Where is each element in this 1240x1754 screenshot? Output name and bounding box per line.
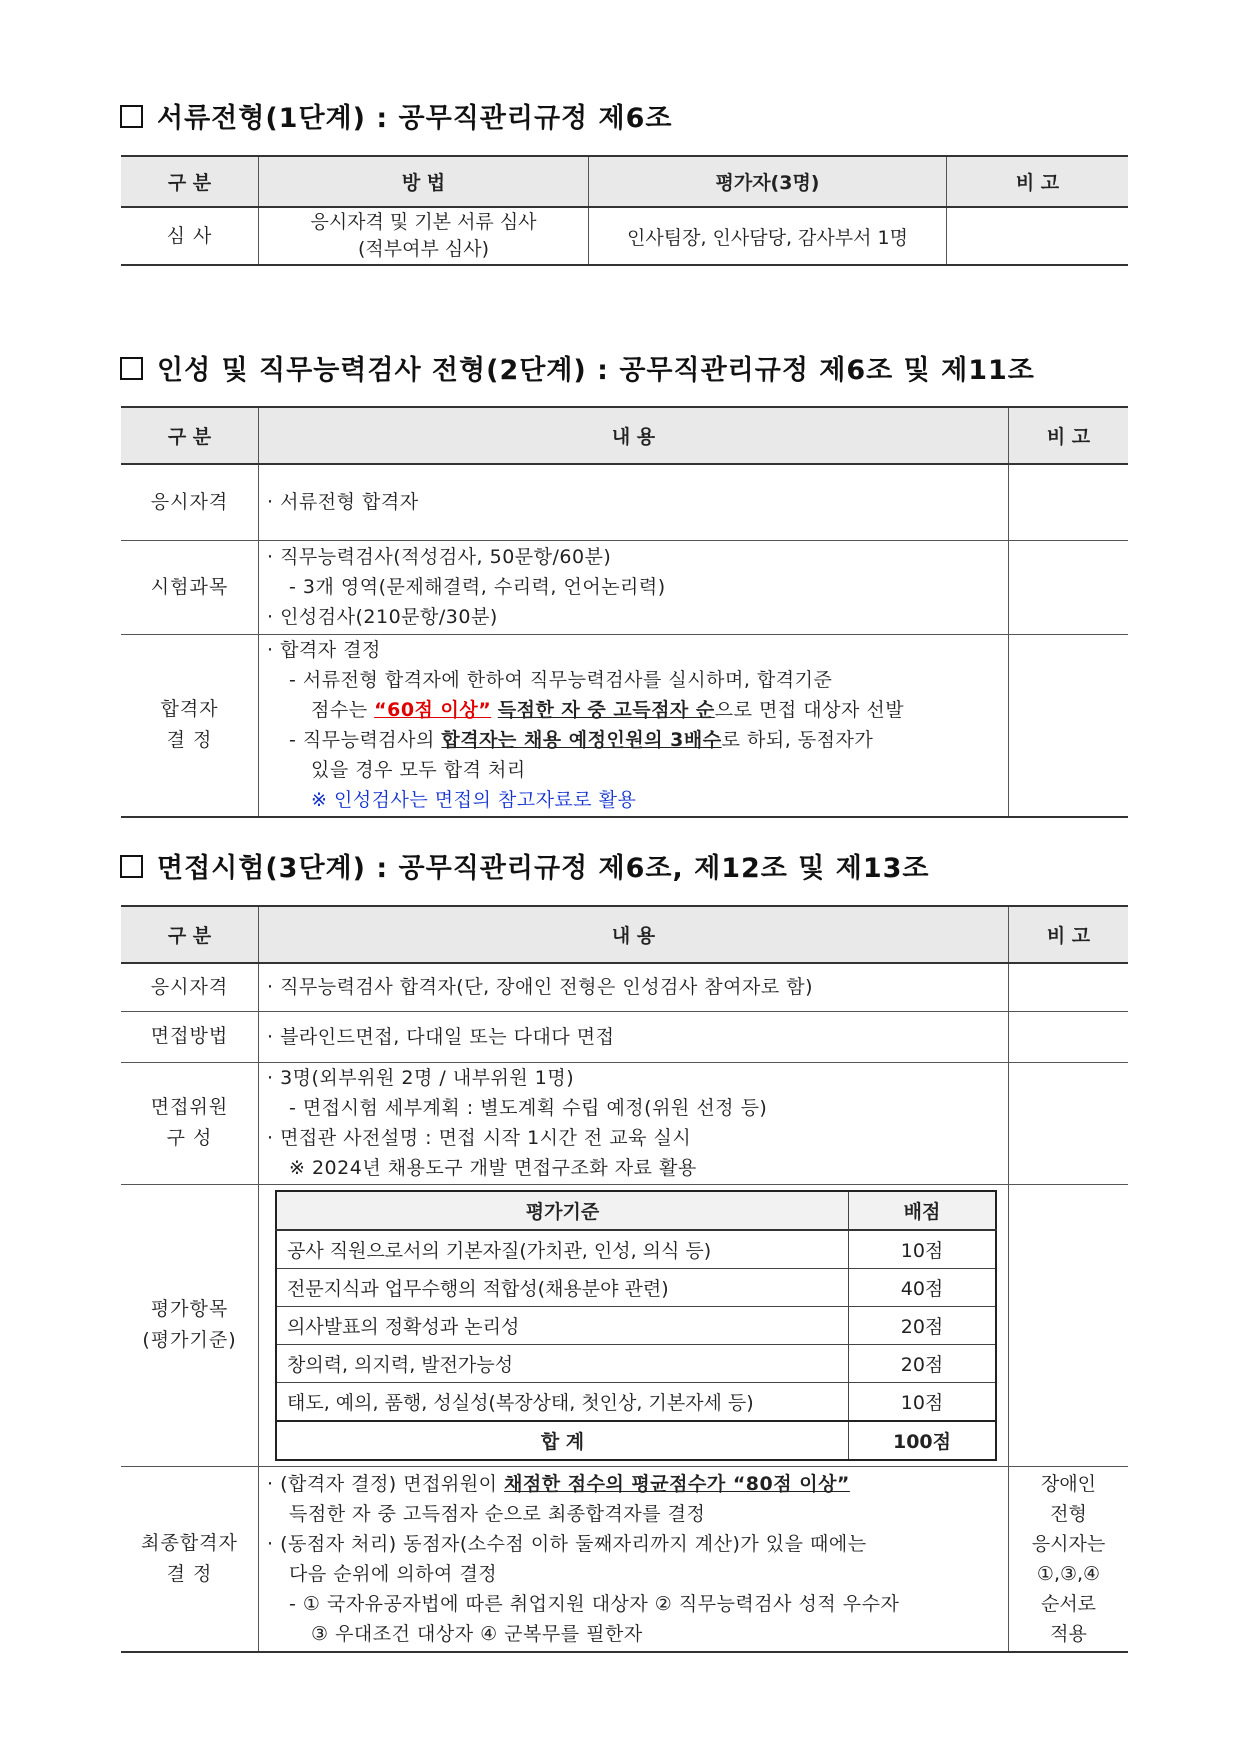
criteria-name: 전문지식과 업무수행의 적합성(채용분야 관련)	[276, 1268, 849, 1306]
decision-label: 합격자 결 정	[121, 634, 259, 817]
section1-table	[121, 155, 1128, 266]
row-label: 심 사	[121, 207, 259, 265]
criteria-name: 공사 직원으로서의 기본자질(가치관, 인성, 의식 등)	[276, 1230, 849, 1269]
final-line: 다음 순위에 의하여 결정	[289, 1562, 498, 1585]
committee-line: - 면접시험 세부계획 : 별도계획 수립 예정(위원 선정 등)	[289, 1097, 768, 1119]
rank-highlight: 득점한 자 중 고득점자 순	[497, 699, 715, 722]
criteria-points: 10점	[849, 1230, 997, 1269]
subjects-line: · 인성검사(210문항/30분)	[267, 606, 498, 628]
total-row	[276, 1421, 996, 1460]
committee-line: · 면접관 사전설명 : 면접 시작 1시간 전 교육 실시	[267, 1127, 692, 1149]
note-cell	[947, 207, 1129, 265]
eligibility-text: · 직무능력검사 합격자(단, 장애인 전형은 인성검사 참여자로 함)	[259, 963, 1009, 1011]
header-category: 구 분	[121, 407, 259, 464]
decision-cell	[259, 634, 1009, 817]
header-method: 방 법	[259, 156, 589, 207]
eligibility-label: 응시자격	[121, 963, 259, 1011]
threshold-highlight: “60점 이상”	[374, 699, 492, 722]
criteria-cell	[259, 1184, 1009, 1466]
table-row	[276, 1306, 996, 1344]
criteria-label: 평가항목 (평가기준)	[121, 1184, 259, 1466]
method-line: (적부여부 심사)	[358, 238, 489, 260]
table-row	[276, 1344, 996, 1382]
section2-table	[121, 406, 1128, 818]
checkbox-square-icon	[120, 855, 143, 878]
method-text: · 블라인드면접, 다대일 또는 다대다 면접	[259, 1011, 1009, 1062]
average-highlight: 채점한 점수의 평균점수가 “80점 이상”	[504, 1472, 850, 1495]
decision-line: 점수는 “60점 이상” 득점한 자 중 고득점자 순으로 면접 대상자 선발	[311, 699, 905, 722]
criteria-name: 의사발표의 정확성과 논리성	[276, 1306, 849, 1344]
header-category: 구 분	[121, 156, 259, 207]
note-cell	[1009, 1011, 1129, 1062]
table-row	[276, 1230, 996, 1269]
checkbox-square-icon	[120, 357, 143, 380]
final-line: · (동점자 처리) 동점자(소수점 이하 둘째자리까지 계산)가 있을 때에는	[267, 1532, 867, 1555]
section3-table	[121, 905, 1128, 1653]
final-line: · (합격자 결정) 면접위원이 채점한 점수의 평균점수가 “80점 이상”	[267, 1472, 850, 1495]
header-note: 비 고	[1009, 407, 1129, 464]
table-row	[276, 1382, 996, 1421]
points-header: 배점	[849, 1191, 997, 1230]
method-label: 면접방법	[121, 1011, 259, 1062]
final-line: ③ 우대조건 대상자 ④ 군복무를 필한자	[311, 1622, 643, 1645]
eligibility-text: · 서류전형 합격자	[259, 464, 1009, 540]
subjects-line: · 직무능력검사(적성검사, 50문항/60분)	[267, 546, 612, 568]
final-note: 장애인 전형 응시자는 ①,③,④ 순서로 적용	[1009, 1466, 1129, 1652]
criteria-header: 평가기준	[276, 1191, 849, 1230]
criteria-name: 태도, 예의, 품행, 성실성(복장상태, 첫인상, 기본자세 등)	[276, 1382, 849, 1421]
subjects-line: - 3개 영역(문제해결력, 수리력, 언어논리력)	[289, 576, 666, 598]
final-label: 최종합격자 결 정	[121, 1466, 259, 1652]
decision-note: ※ 인성검사는 면접의 참고자료로 활용	[311, 789, 637, 812]
method-cell	[259, 207, 589, 265]
eligibility-label: 응시자격	[121, 464, 259, 540]
section3-title: 면접시험(3단계) : 공무직관리규정 제6조, 제12조 및 제13조	[120, 846, 930, 885]
header-note: 비 고	[947, 156, 1129, 207]
table-row	[276, 1268, 996, 1306]
criteria-name: 창의력, 의지력, 발전가능성	[276, 1344, 849, 1382]
note-cell	[1009, 540, 1129, 634]
note-cell	[1009, 464, 1129, 540]
note-cell	[1009, 1184, 1129, 1466]
committee-label: 면접위원 구 성	[121, 1062, 259, 1184]
committee-line: · 3명(외부위원 2명 / 내부위원 1명)	[267, 1067, 575, 1089]
criteria-points: 10점	[849, 1382, 997, 1421]
note-cell	[1009, 1062, 1129, 1184]
criteria-points: 20점	[849, 1344, 997, 1382]
total-points: 100점	[849, 1421, 997, 1460]
decision-line: - 서류전형 합격자에 한하여 직무능력검사를 실시하며, 합격기준	[289, 669, 833, 692]
criteria-points: 20점	[849, 1306, 997, 1344]
final-line: 득점한 자 중 고득점자 순으로 최종합격자를 결정	[289, 1502, 706, 1525]
section1-title: 서류전형(1단계) : 공무직관리규정 제6조	[120, 96, 672, 135]
committee-line: ※ 2024년 채용도구 개발 면접구조화 자료 활용	[289, 1157, 697, 1179]
committee-cell	[259, 1062, 1009, 1184]
evaluator-cell: 인사팀장, 인사담당, 감사부서 1명	[589, 207, 947, 265]
section2-title: 인성 및 직무능력검사 전형(2단계) : 공무직관리규정 제6조 및 제11조	[120, 348, 1035, 387]
criteria-points: 40점	[849, 1268, 997, 1306]
decision-line: 있을 경우 모두 합격 처리	[311, 759, 526, 782]
decision-line: · 합격자 결정	[267, 639, 381, 662]
note-cell	[1009, 634, 1129, 817]
criteria-table	[275, 1190, 997, 1461]
subjects-label: 시험과목	[121, 540, 259, 634]
header-note: 비 고	[1009, 906, 1129, 963]
header-content: 내 용	[259, 407, 1009, 464]
decision-line: - 직무능력검사의 합격자는 채용 예정인원의 3배수로 하되, 동점자가	[289, 729, 874, 752]
header-content: 내 용	[259, 906, 1009, 963]
final-cell	[259, 1466, 1009, 1652]
multiple-highlight: 합격자는 채용 예정인원의 3배수	[441, 729, 722, 752]
checkbox-square-icon	[120, 105, 143, 128]
header-evaluator: 평가자(3명)	[589, 156, 947, 207]
note-cell	[1009, 963, 1129, 1011]
total-label: 합 계	[276, 1421, 849, 1460]
subjects-cell	[259, 540, 1009, 634]
final-line: - ① 국자유공자법에 따른 취업지원 대상자 ② 직무능력검사 성적 우수자	[289, 1592, 900, 1615]
method-line: 응시자격 및 기본 서류 심사	[310, 211, 537, 233]
header-category: 구 분	[121, 906, 259, 963]
